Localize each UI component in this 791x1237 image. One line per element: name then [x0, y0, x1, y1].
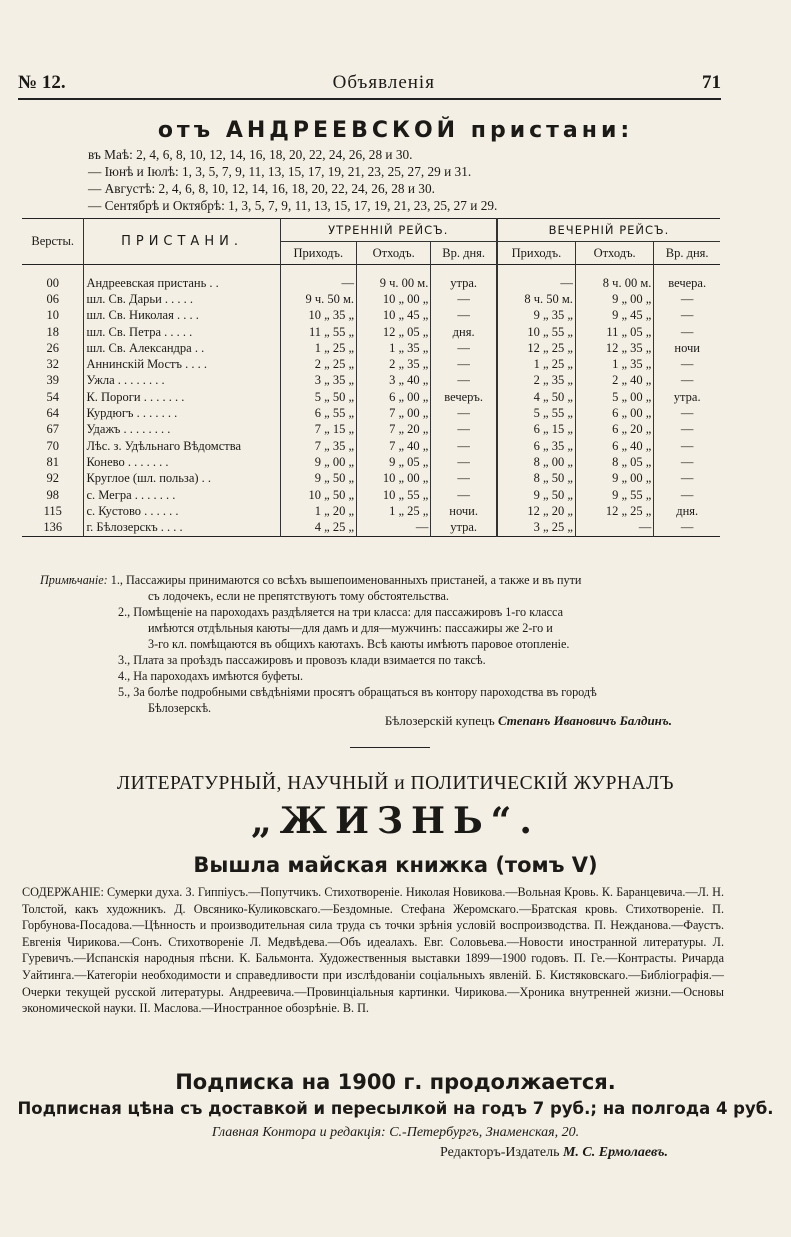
cell-e-arrival: 8 „ 50 „	[497, 471, 575, 487]
cell-m-departure: 2 „ 35 „	[357, 356, 431, 372]
note-3: 3., Плата за проѣздъ пассажировъ и провозъ клади взимается по таксѣ.	[118, 653, 486, 667]
table-row	[22, 438, 720, 454]
cell-e-departure: 12 „ 25 „	[575, 503, 653, 519]
table-row	[22, 265, 720, 292]
journal-contents: СОДЕРЖАНІЕ: Сумерки духа. З. Гиппіусъ.—Попутчикъ. Стихотвореніе. Николая Новикова.—Вольная Кровь. К. Баранцевича.—Л. Н. Толстой, какъ художникъ. Д. Овсянико-Куликовскаго.—Бездомные. Стефана Жеромскаго.—Братская кровь. Стихотвореніе. П. Горбунова-Посадова.—Цѣнность и производительная сила труда съ точки зрѣнія условій воспроизводства. П. Нежданова.—Фаустъ. Евгенія Чирикова.—Сонъ. Стихотвореніе Л. Медвѣдева.—Объ идеалахъ. Евг. Соловьева.—Новости иностранной литературы. Л. Гуревичъ.—Испанскія народныя пѣсни. К. Бальмонта. Художественныя выставки 1899—1900 годовъ. П. Ге.—Контрасты. Ричарда Уайтинга.—Категоріи необходимости и справедливости при изслѣдованіи соціальныхъ явленій. Б. Кистяковскаго.—Библіографія.—Очерки текущей русской литературы. Андреевича.—Провинціальныя картинки. Чирикова.—Хроника внутренней жизни.—Основы экономической науки. II. Маслова.—Иностранное обозрѣніе. В. П.	[22, 885, 724, 1016]
note-1: 1., Пассажиры принимаются со всѣхъ вышепоименованныхъ пристаней, а также и въ пути	[110, 573, 582, 587]
cell-e-time: утра.	[654, 389, 720, 405]
cell-pristan: Конево . . . . . . .	[84, 454, 280, 470]
col-evening-time: Вр. дня.	[654, 242, 720, 265]
table-row	[22, 405, 720, 421]
journal-type: ЛИТЕРАТУРНЫЙ, НАУЧНЫЙ и ПОЛИТИЧЕСКІЙ ЖУРНАЛЪ	[116, 773, 675, 794]
cell-pristan: шл. Св. Дарьи . . . . .	[84, 291, 280, 307]
cell-m-time: —	[431, 422, 497, 438]
table-row	[22, 324, 720, 340]
cell-e-time: вечера.	[654, 265, 720, 292]
note-2-cont-b: 3-го кл. помѣщаются въ общихъ каютахъ. Всѣ каюты имѣютъ паровое отопленіе.	[148, 637, 570, 651]
cell-pristan: шл. Св. Петра . . . . .	[84, 324, 280, 340]
cell-m-time: —	[431, 471, 497, 487]
table-row	[22, 308, 720, 324]
cell-pristan: шл. Св. Александра . .	[84, 340, 280, 356]
cell-m-arrival: 10 „ 35 „	[280, 308, 356, 324]
cell-e-arrival: 8 ч. 50 м.	[497, 291, 575, 307]
editor	[0, 1145, 668, 1161]
cell-versty: 136	[43, 520, 63, 535]
col-evening-departure: Отходъ.	[575, 242, 653, 265]
cell-m-departure: —	[357, 519, 431, 536]
table-row	[22, 291, 720, 307]
cell-m-departure: 7 „ 40 „	[357, 438, 431, 454]
cell-e-arrival: 10 „ 55 „	[497, 324, 575, 340]
cell-m-time: утра.	[431, 265, 497, 292]
cell-e-departure: 9 „ 45 „	[575, 308, 653, 324]
cell-m-arrival: 10 „ 50 „	[280, 487, 356, 503]
dates-june-july: — Іюнѣ и Іюлѣ: 1, 3, 5, 7, 9, 11, 13, 15, 17, 19, 21, 23, 25, 27, 29 и 31.	[88, 164, 472, 179]
cell-m-arrival: 9 „ 50 „	[280, 471, 356, 487]
cell-m-departure: 10 „ 55 „	[357, 487, 431, 503]
table-row	[22, 454, 720, 470]
cell-e-arrival: 2 „ 35 „	[497, 373, 575, 389]
col-evening: ВЕЧЕРНІЙ РЕЙСЪ.	[497, 219, 720, 242]
cell-m-time: —	[431, 454, 497, 470]
cell-e-arrival: 12 „ 20 „	[497, 503, 575, 519]
cell-m-departure: 6 „ 00 „	[357, 389, 431, 405]
cell-m-arrival: 4 „ 25 „	[280, 519, 356, 536]
divider	[350, 747, 430, 748]
cell-e-arrival: 4 „ 50 „	[497, 389, 575, 405]
note-4: 4., На пароходахъ имѣются буфеты.	[118, 669, 303, 683]
cell-m-time: —	[431, 373, 497, 389]
cell-e-arrival: —	[497, 265, 575, 292]
cell-m-arrival: 9 ч. 50 м.	[280, 291, 356, 307]
dates-sep-oct: — Сентябрѣ и Октябрѣ: 1, 3, 5, 7, 9, 11, 13, 15, 17, 19, 21, 23, 25, 27 и 29.	[88, 198, 498, 213]
cell-e-departure: 8 ч. 00 м.	[575, 265, 653, 292]
cell-versty: 06	[46, 291, 59, 306]
cell-e-arrival: 8 „ 00 „	[497, 454, 575, 470]
cell-versty: 10	[46, 308, 59, 323]
cell-versty: 81	[46, 454, 59, 469]
page-number: 71	[702, 72, 721, 93]
cell-e-time: —	[654, 422, 720, 438]
cell-m-departure: 9 ч. 00 м.	[357, 265, 431, 292]
cell-e-time: —	[654, 438, 720, 454]
cell-m-time: —	[431, 340, 497, 356]
cell-pristan: г. Бѣлозерскъ . . . .	[84, 519, 280, 536]
notes	[40, 572, 730, 716]
table-row	[22, 373, 720, 389]
cell-e-time: ночи	[654, 340, 720, 356]
cell-e-time: —	[654, 519, 720, 536]
cell-m-departure: 9 „ 05 „	[357, 454, 431, 470]
cell-e-arrival: 5 „ 55 „	[497, 405, 575, 421]
cell-e-time: —	[654, 373, 720, 389]
cell-e-arrival: 9 „ 35 „	[497, 308, 575, 324]
cell-e-time: —	[654, 291, 720, 307]
cell-m-arrival: 7 „ 35 „	[280, 438, 356, 454]
cell-m-time: вечеръ.	[431, 389, 497, 405]
cell-versty: 00	[46, 275, 59, 290]
signature-prefix: Бѣлозерскій купецъ	[384, 713, 498, 728]
cell-m-time: дня.	[431, 324, 497, 340]
cell-versty: 26	[46, 340, 59, 355]
cell-e-departure: 8 „ 05 „	[575, 454, 653, 470]
header-rule	[18, 98, 721, 100]
note-2-cont-a: имѣются отдѣльныя каюты—для дамъ и для—мужчинъ: пассажиры же 2-го и	[148, 621, 553, 635]
cell-versty: 64	[46, 406, 59, 421]
table-row	[22, 340, 720, 356]
cell-m-departure: 3 „ 40 „	[357, 373, 431, 389]
cell-e-time: —	[654, 405, 720, 421]
cell-versty: 18	[46, 324, 59, 339]
table-row	[22, 422, 720, 438]
cell-pristan: К. Пороги . . . . . . .	[84, 389, 280, 405]
section-title: Объявленія	[332, 72, 435, 93]
table-row	[22, 503, 720, 519]
signature-name: Степанъ Ивановичъ Балдинъ.	[497, 713, 672, 728]
editor-name: М. С. Ермолаевъ.	[562, 1145, 668, 1160]
cell-m-arrival: 1 „ 25 „	[280, 340, 356, 356]
note-5-cont: Бѣлозерскѣ.	[148, 701, 212, 715]
subscription-price: Подписная цѣна съ доставкой и пересылкой на годъ 7 руб.; на полгода 4 руб.	[17, 1099, 774, 1118]
cell-pristan: Удажъ . . . . . . . .	[84, 422, 280, 438]
cell-m-arrival: 9 „ 00 „	[280, 454, 356, 470]
dates-august: — Августѣ: 2, 4, 6, 8, 10, 12, 14, 16, 18, 20, 22, 24, 26, 28 и 30.	[88, 181, 435, 196]
table-row	[22, 519, 720, 536]
cell-pristan: Курдюгъ . . . . . . .	[84, 405, 280, 421]
cell-e-time: —	[654, 308, 720, 324]
cell-e-arrival: 9 „ 50 „	[497, 487, 575, 503]
cell-m-time: —	[431, 438, 497, 454]
note-1-cont: съ лодочекъ, если не препятствуютъ тому обстоятельства.	[148, 589, 449, 603]
cell-e-departure: 12 „ 35 „	[575, 340, 653, 356]
issue-number: № 12.	[18, 72, 66, 93]
col-versty: Версты.	[31, 234, 75, 248]
cell-e-departure: 6 „ 20 „	[575, 422, 653, 438]
cell-m-arrival: 6 „ 55 „	[280, 405, 356, 421]
cell-e-arrival: 12 „ 25 „	[497, 340, 575, 356]
cell-m-arrival: 2 „ 25 „	[280, 356, 356, 372]
cell-e-time: дня.	[654, 503, 720, 519]
page-header	[18, 70, 721, 96]
schedule-table	[22, 218, 720, 537]
cell-e-departure: —	[575, 519, 653, 536]
cell-e-departure: 2 „ 40 „	[575, 373, 653, 389]
cell-m-arrival: —	[280, 265, 356, 292]
cell-m-departure: 10 „ 45 „	[357, 308, 431, 324]
cell-m-departure: 1 „ 25 „	[357, 503, 431, 519]
cell-m-time: утра.	[431, 519, 497, 536]
cell-m-departure: 12 „ 05 „	[357, 324, 431, 340]
cell-e-arrival: 3 „ 25 „	[497, 519, 575, 536]
cell-m-departure: 7 „ 20 „	[357, 422, 431, 438]
cell-versty: 32	[46, 357, 59, 372]
cell-versty: 70	[46, 438, 59, 453]
table-row	[22, 389, 720, 405]
cell-m-departure: 1 „ 35 „	[357, 340, 431, 356]
cell-pristan: Круглое (шл. польза) . .	[84, 471, 280, 487]
cell-e-departure: 6 „ 40 „	[575, 438, 653, 454]
table-row	[22, 487, 720, 503]
cell-e-time: —	[654, 471, 720, 487]
notes-label: Примѣчаніе:	[40, 573, 108, 587]
table-row	[22, 471, 720, 487]
cell-pristan: Ужла . . . . . . . .	[84, 373, 280, 389]
cell-e-time: —	[654, 356, 720, 372]
editor-prefix: Редакторъ-Издатель	[439, 1145, 563, 1160]
cell-versty: 54	[46, 389, 59, 404]
col-morning-departure: Отходъ.	[357, 242, 431, 265]
cell-e-departure: 1 „ 35 „	[575, 356, 653, 372]
table-row	[22, 356, 720, 372]
journal-issue: Вышла майская книжка (томъ V)	[193, 853, 598, 877]
office-address: Главная Контора и редакція: С.-Петербургъ, Знаменская, 20.	[211, 1125, 580, 1140]
cell-m-time: —	[431, 291, 497, 307]
cell-versty: 92	[46, 471, 59, 486]
col-morning: УТРЕННІЙ РЕЙСЪ.	[280, 219, 497, 242]
col-morning-time: Вр. дня.	[431, 242, 497, 265]
cell-e-time: —	[654, 487, 720, 503]
cell-m-arrival: 3 „ 35 „	[280, 373, 356, 389]
cell-m-arrival: 5 „ 50 „	[280, 389, 356, 405]
cell-m-departure: 10 „ 00 „	[357, 471, 431, 487]
cell-m-departure: 7 „ 00 „	[357, 405, 431, 421]
cell-e-departure: 9 „ 00 „	[575, 471, 653, 487]
cell-m-time: —	[431, 487, 497, 503]
dates-may: въ Маѣ: 2, 4, 6, 8, 10, 12, 14, 16, 18, 20, 22, 24, 26, 28 и 30.	[88, 147, 413, 162]
cell-pristan: Аннинскій Мостъ . . . .	[84, 356, 280, 372]
journal-name: „ЖИЗНЬ“.	[251, 800, 540, 842]
cell-e-departure: 9 „ 00 „	[575, 291, 653, 307]
schedule-title: отъ АНДРЕЕВСКОЙ пристани:	[157, 118, 634, 143]
cell-versty: 39	[46, 373, 59, 388]
col-morning-arrival: Приходъ.	[280, 242, 356, 265]
col-pristani: ПРИСТАНИ.	[84, 219, 280, 265]
cell-versty: 115	[43, 503, 62, 518]
cell-e-arrival: 6 „ 15 „	[497, 422, 575, 438]
cell-m-departure: 10 „ 00 „	[357, 291, 431, 307]
cell-m-arrival: 1 „ 20 „	[280, 503, 356, 519]
subscription-headline: Подписка на 1900 г. продолжается.	[175, 1070, 616, 1094]
cell-m-time: —	[431, 356, 497, 372]
cell-e-arrival: 6 „ 35 „	[497, 438, 575, 454]
cell-versty: 98	[46, 487, 59, 502]
departure-dates	[88, 146, 497, 214]
cell-m-time: ночи.	[431, 503, 497, 519]
cell-e-departure: 5 „ 00 „	[575, 389, 653, 405]
cell-e-departure: 6 „ 00 „	[575, 405, 653, 421]
cell-pristan: Лѣс. з. Удѣльнаго Вѣдомства	[84, 438, 280, 454]
cell-e-time: —	[654, 324, 720, 340]
cell-e-time: —	[654, 454, 720, 470]
schedule-rows	[22, 265, 720, 537]
cell-pristan: с. Мегра . . . . . . .	[84, 487, 280, 503]
cell-pristan: с. Кустово . . . . . .	[84, 503, 280, 519]
cell-e-arrival: 1 „ 25 „	[497, 356, 575, 372]
cell-m-arrival: 7 „ 15 „	[280, 422, 356, 438]
cell-pristan: Андреевская пристань . .	[84, 265, 280, 292]
signature	[0, 713, 672, 729]
cell-pristan: шл. Св. Николая . . . .	[84, 308, 280, 324]
cell-m-time: —	[431, 308, 497, 324]
cell-m-time: —	[431, 405, 497, 421]
note-5: 5., За болѣе подробными свѣдѣніями просятъ обращаться въ контору пароходства въ городѣ	[118, 685, 597, 699]
cell-versty: 67	[46, 422, 59, 437]
col-evening-arrival: Приходъ.	[497, 242, 575, 265]
cell-m-arrival: 11 „ 55 „	[280, 324, 356, 340]
cell-e-departure: 11 „ 05 „	[575, 324, 653, 340]
cell-e-departure: 9 „ 55 „	[575, 487, 653, 503]
note-2: 2., Помѣщеніе на пароходахъ раздѣляется на три класса: для пассажировъ 1-го класса	[118, 605, 563, 619]
